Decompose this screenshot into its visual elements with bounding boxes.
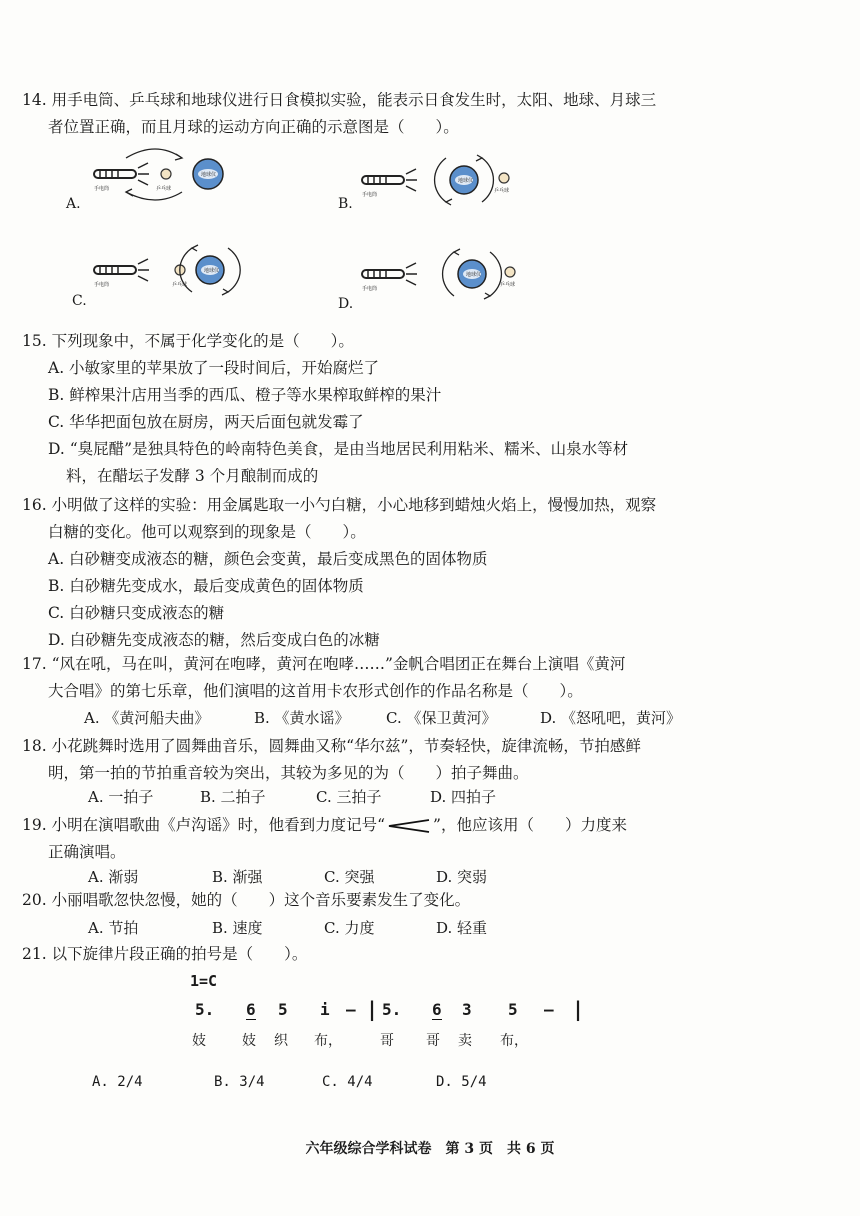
q18-option-a[interactable]: A. 一拍子 xyxy=(88,788,154,806)
q15-stem: 15. 下列现象中，不属于化学变化的是（ ）。 xyxy=(22,332,354,350)
lyric: 妓 xyxy=(192,1033,206,1049)
q21-option-d[interactable]: D. 5/4 xyxy=(436,1074,487,1090)
q20-stem: 20. 小丽唱歌忽快忽慢，她的（ ）这个音乐要素发生了变化。 xyxy=(22,891,471,909)
q17-stem-line1: 17. “风在吼，马在叫，黄河在咆哮，黄河在咆哮……”金帆合唱团正在舞台上演唱《黄河 xyxy=(22,655,626,673)
q18-option-b[interactable]: B. 二拍子 xyxy=(200,788,266,806)
q19-option-d[interactable]: D. 突弱 xyxy=(436,868,488,886)
q14-option-a[interactable]: A. xyxy=(66,196,81,212)
score-row xyxy=(190,997,610,1026)
question-16 xyxy=(22,492,822,654)
q17-option-c[interactable]: C. 《保卫黄河》 xyxy=(386,709,497,727)
q17-option-a[interactable]: A. 《黄河船夫曲》 xyxy=(84,709,210,727)
q16-option-d[interactable]: D. 白砂糖先变成液态的糖，然后变成白色的冰糖 xyxy=(48,631,380,649)
q19-option-b[interactable]: B. 渐强 xyxy=(212,868,263,886)
note: i xyxy=(320,1000,330,1019)
question-18 xyxy=(22,733,822,787)
key-signature: 1=C xyxy=(190,972,218,990)
q15-option-a[interactable]: A. 小敏家里的苹果放了一段时间后，开始腐烂了 xyxy=(48,359,380,377)
q18-option-c[interactable]: C. 三拍子 xyxy=(316,788,382,806)
svg-text:地球仪: 地球仪 xyxy=(458,178,474,184)
q18-option-d[interactable]: D. 四拍子 xyxy=(430,788,497,806)
lyric: 布， xyxy=(314,1033,342,1049)
note-underlined: 6 xyxy=(246,1000,256,1019)
question-14 xyxy=(22,87,822,141)
q19-options xyxy=(88,866,487,887)
q19-option-c[interactable]: C. 突强 xyxy=(324,868,375,886)
q21-option-b[interactable]: B. 3/4 xyxy=(214,1074,265,1090)
diagram-b xyxy=(354,144,524,216)
q14-option-b[interactable]: B. xyxy=(338,196,353,212)
q16-stem-line1: 16. 小明做了这样的实验：用金属匙取一小勺白糖，小心地移到蜡烛火焰上，慢慢加热，观察 xyxy=(22,496,657,514)
svg-text:地球仪: 地球仪 xyxy=(204,268,220,274)
q21-stem: 21. 以下旋律片段正确的拍号是（ ）。 xyxy=(22,945,308,963)
svg-text:乒乓球: 乒乓球 xyxy=(494,188,510,194)
q15-option-d[interactable]: D. “臭屁醋”是独具特色的岭南特色美食，是由当地居民利用粘米、糯米、山泉水等材 xyxy=(48,440,629,458)
lyrics-row xyxy=(190,1030,610,1054)
lyric: 哥 xyxy=(426,1033,440,1049)
q14-option-d[interactable]: D. xyxy=(338,296,354,312)
q19-stem-part2: ”，他应该用（ ）力度来 xyxy=(433,816,627,834)
q15-option-b[interactable]: B. 鲜榨果汁店用当季的西瓜、橙子等水果榨取鲜榨的果汁 xyxy=(48,386,442,404)
q20-option-d[interactable]: D. 轻重 xyxy=(436,919,488,937)
q17-stem-line2: 大合唱》的第七乐章，他们演唱的这首用卡农形式创作的作品名称是（ ）。 xyxy=(48,682,583,700)
question-19 xyxy=(22,812,822,866)
question-17 xyxy=(22,651,822,705)
q21-options xyxy=(92,1074,487,1090)
note: – xyxy=(346,1000,356,1019)
q20-option-b[interactable]: B. 速度 xyxy=(212,919,263,937)
lyric: 卖 xyxy=(458,1033,472,1049)
lyric: 布， xyxy=(500,1033,528,1049)
q20-option-c[interactable]: C. 力度 xyxy=(324,919,375,937)
svg-text:手电筒: 手电筒 xyxy=(362,192,378,198)
page-footer: 六年级综合学科试卷 第 3 页 共 6 页 xyxy=(305,1141,555,1157)
q18-options xyxy=(88,786,496,807)
note: 5 xyxy=(278,1000,288,1019)
q16-option-b[interactable]: B. 白砂糖先变成水，最后变成黄色的固体物质 xyxy=(48,577,364,595)
q20-option-a[interactable]: A. 节拍 xyxy=(88,919,139,937)
q20-options xyxy=(88,917,487,938)
note-underlined: 6 xyxy=(432,1000,442,1019)
q16-option-c[interactable]: C. 白砂糖只变成液态的糖 xyxy=(48,604,225,622)
lyric: 哥 xyxy=(380,1033,394,1049)
ping-pong-ball-icon xyxy=(161,169,171,179)
q17-option-d[interactable]: D. 《怒吼吧，黄河》 xyxy=(540,709,682,727)
question-15 xyxy=(22,328,822,490)
q17-options xyxy=(84,707,681,728)
q15-option-c[interactable]: C. 华华把面包放在厨房，两天后面包就发霉了 xyxy=(48,413,364,431)
note: 5 xyxy=(508,1000,518,1019)
svg-text:手电筒: 手电筒 xyxy=(362,286,378,292)
ping-pong-ball-icon xyxy=(499,173,509,183)
q19-stem-line1 xyxy=(22,812,822,839)
q18-stem-line1: 18. 小花跳舞时选用了圆舞曲音乐，圆舞曲又称“华尔兹”，节奏轻快，旋律流畅，节拍感鲜 xyxy=(22,737,641,755)
q14-stem-line2: 者位置正确，而且月球的运动方向正确的示意图是（ ）。 xyxy=(48,118,459,136)
q16-option-a[interactable]: A. 白砂糖变成液态的糖，颜色会变黄，最后变成黑色的固体物质 xyxy=(48,550,488,568)
diagram-a xyxy=(86,138,256,210)
q19-stem-line2: 正确演唱。 xyxy=(48,843,126,861)
question-20 xyxy=(22,887,822,914)
lyric: 妓 xyxy=(242,1033,256,1049)
q15-option-d-cont: 料，在醋坛子发酵 3 个月酿制而成的 xyxy=(66,467,319,485)
lyric: 织 xyxy=(274,1033,288,1049)
svg-text:手电筒: 手电筒 xyxy=(94,282,110,288)
question-21 xyxy=(22,941,822,968)
q21-option-a[interactable]: A. 2/4 xyxy=(92,1074,143,1090)
crescendo-icon xyxy=(387,819,431,833)
q21-option-c[interactable]: C. 4/4 xyxy=(322,1074,373,1090)
svg-text:地球仪: 地球仪 xyxy=(466,272,482,278)
end-bar-line: | xyxy=(572,997,585,1021)
q18-stem-line2: 明，第一拍的节拍重音较为突出，其较为多见的为（ ）拍子舞曲。 xyxy=(48,764,529,782)
note: 3 xyxy=(462,1000,472,1019)
q14-stem-line1: 14. 用手电筒、乒乓球和地球仪进行日食模拟实验，能表示日食发生时，太阳、地球、月球三 xyxy=(22,91,657,109)
q16-stem-line2: 白糖的变化。他可以观察到的现象是（ ）。 xyxy=(48,523,366,541)
note: 5. xyxy=(382,1000,402,1019)
svg-text:手电筒: 手电筒 xyxy=(94,186,110,192)
diagram-d xyxy=(354,238,524,310)
svg-text:乒乓球: 乒乓球 xyxy=(500,282,516,288)
q19-option-a[interactable]: A. 渐弱 xyxy=(88,868,139,886)
diagram-c xyxy=(86,234,256,306)
q17-option-b[interactable]: B. 《黄水谣》 xyxy=(254,709,350,727)
bar-line: | xyxy=(366,997,379,1021)
q14-option-c[interactable]: C. xyxy=(72,293,87,309)
svg-text:乒乓球: 乒乓球 xyxy=(172,282,188,288)
q19-stem-part1: 19. 小明在演唱歌曲《卢沟谣》时，他看到力度记号“ xyxy=(22,816,386,834)
ping-pong-ball-icon xyxy=(505,267,515,277)
svg-text:地球仪: 地球仪 xyxy=(201,172,217,178)
svg-text:乒乓球: 乒乓球 xyxy=(156,186,172,192)
note: – xyxy=(544,1000,554,1019)
note: 5. xyxy=(195,1000,215,1019)
